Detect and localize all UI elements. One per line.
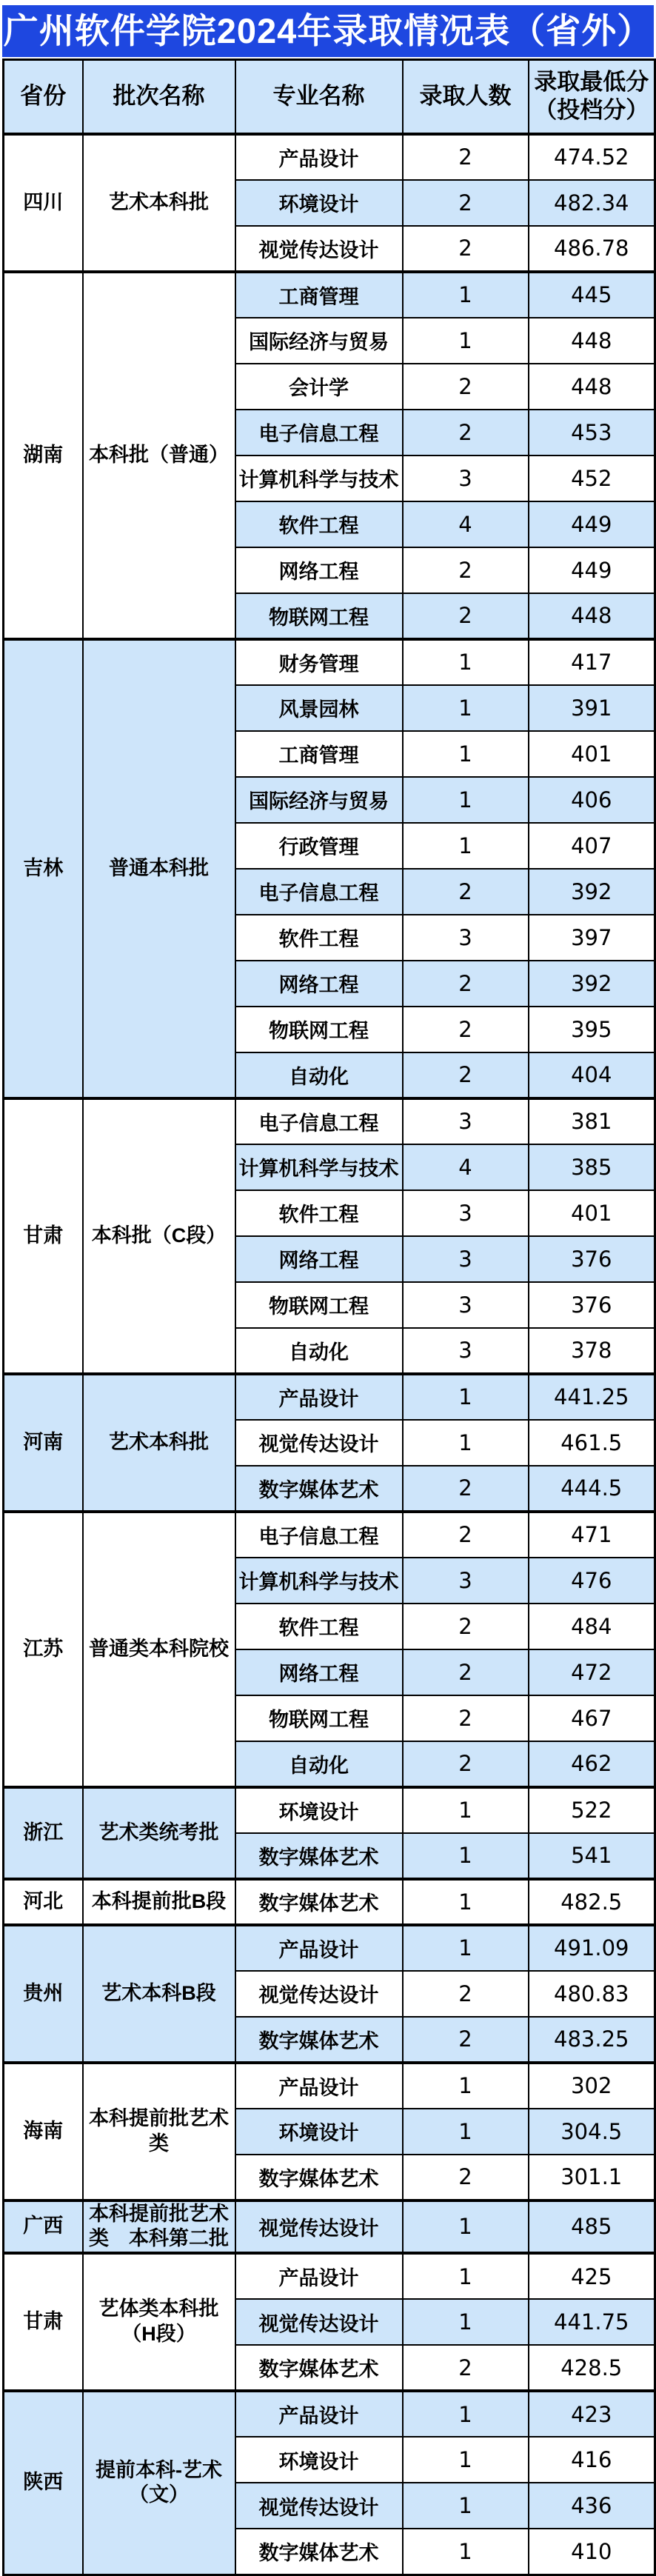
table-row: [4, 134, 655, 180]
count-cell: 4: [403, 501, 529, 547]
count-cell: 1: [403, 2109, 529, 2155]
count-cell: 1: [403, 2063, 529, 2109]
major-cell: 财务管理: [235, 639, 403, 685]
score-cell: 385: [529, 1144, 655, 1190]
count-cell: 4: [403, 1144, 529, 1190]
count-cell: 3: [403, 1190, 529, 1236]
province-cell: 甘肃: [4, 1098, 83, 1374]
major-cell: 产品设计: [235, 2391, 403, 2437]
count-cell: 3: [403, 1236, 529, 1282]
table-row: [4, 2253, 655, 2299]
major-cell: 物联网工程: [235, 1282, 403, 1328]
count-cell: 3: [403, 456, 529, 501]
score-cell: 301.1: [529, 2155, 655, 2200]
score-cell: 461.5: [529, 1420, 655, 1466]
score-cell: 448: [529, 593, 655, 639]
count-cell: 2: [403, 180, 529, 226]
table-row: [4, 2063, 655, 2109]
major-cell: 软件工程: [235, 1190, 403, 1236]
score-cell: 401: [529, 731, 655, 777]
count-cell: 1: [403, 1420, 529, 1466]
score-cell: 444.5: [529, 1466, 655, 1512]
table-row: [4, 2200, 655, 2254]
table-header: [4, 60, 655, 134]
province-cell: 广西: [4, 2200, 83, 2254]
major-cell: 产品设计: [235, 2063, 403, 2109]
count-cell: 2: [403, 547, 529, 593]
major-cell: 视觉传达设计: [235, 226, 403, 272]
major-cell: 物联网工程: [235, 1695, 403, 1741]
major-cell: 风景园林: [235, 685, 403, 731]
major-cell: 自动化: [235, 1328, 403, 1374]
header-score-line1: 录取最低分: [534, 68, 649, 95]
count-cell: 1: [403, 1374, 529, 1420]
score-cell: 417: [529, 639, 655, 685]
province-cell: 甘肃: [4, 2253, 83, 2391]
score-cell: 482.5: [529, 1879, 655, 1925]
count-cell: 1: [403, 1879, 529, 1925]
count-cell: 2: [403, 1466, 529, 1512]
score-cell: 376: [529, 1282, 655, 1328]
count-cell: 2: [403, 410, 529, 456]
header-count: 录取人数: [403, 60, 529, 134]
score-cell: 304.5: [529, 2109, 655, 2155]
count-cell: 2: [403, 2017, 529, 2063]
score-cell: 404: [529, 1052, 655, 1098]
count-cell: 2: [403, 226, 529, 272]
count-cell: 1: [403, 1925, 529, 1971]
score-cell: 449: [529, 547, 655, 593]
count-cell: 2: [403, 1512, 529, 1558]
batch-cell: 本科提前批艺术类: [83, 2063, 235, 2200]
header-row: [4, 60, 655, 134]
table-row: [4, 1512, 655, 1558]
major-cell: 软件工程: [235, 501, 403, 547]
score-cell: 467: [529, 1695, 655, 1741]
score-cell: 471: [529, 1512, 655, 1558]
province-cell: 江苏: [4, 1512, 83, 1787]
score-cell: 449: [529, 501, 655, 547]
major-cell: 数字媒体艺术: [235, 1833, 403, 1879]
score-cell: 395: [529, 1007, 655, 1052]
count-cell: 2: [403, 961, 529, 1007]
major-cell: 产品设计: [235, 134, 403, 180]
major-cell: 视觉传达设计: [235, 1420, 403, 1466]
batch-cell: 普通本科批: [83, 639, 235, 1098]
table-row: [4, 1374, 655, 1420]
province-cell: 贵州: [4, 1925, 83, 2063]
score-cell: 376: [529, 1236, 655, 1282]
count-cell: 1: [403, 2483, 529, 2529]
province-cell: 吉林: [4, 639, 83, 1098]
major-cell: 数字媒体艺术: [235, 1879, 403, 1925]
major-cell: 环境设计: [235, 1787, 403, 1833]
count-cell: 1: [403, 2253, 529, 2299]
table-row: [4, 2391, 655, 2437]
score-cell: 436: [529, 2483, 655, 2529]
header-major: 专业名称: [235, 60, 403, 134]
batch-cell: 艺术类统考批: [83, 1787, 235, 1879]
count-cell: 2: [403, 593, 529, 639]
major-cell: 自动化: [235, 1052, 403, 1098]
major-cell: 网络工程: [235, 1236, 403, 1282]
score-cell: 407: [529, 823, 655, 869]
batch-cell: 本科批（普通）: [83, 272, 235, 639]
major-cell: 国际经济与贸易: [235, 777, 403, 823]
admissions-table: [2, 59, 656, 2576]
score-cell: 392: [529, 961, 655, 1007]
count-cell: 2: [403, 364, 529, 410]
batch-cell: 本科提前批艺术类 本科第二批: [83, 2200, 235, 2254]
table-row: [4, 1925, 655, 1971]
score-cell: 484: [529, 1604, 655, 1649]
score-cell: 401: [529, 1190, 655, 1236]
score-cell: 486.78: [529, 226, 655, 272]
score-cell: 302: [529, 2063, 655, 2109]
score-cell: 378: [529, 1328, 655, 1374]
major-cell: 软件工程: [235, 1604, 403, 1649]
table-row: [4, 1787, 655, 1833]
major-cell: 视觉传达设计: [235, 1971, 403, 2017]
count-cell: 1: [403, 1787, 529, 1833]
count-cell: 2: [403, 2155, 529, 2200]
province-cell: 陕西: [4, 2391, 83, 2575]
major-cell: 数字媒体艺术: [235, 2345, 403, 2391]
count-cell: 1: [403, 272, 529, 318]
count-cell: 1: [403, 2437, 529, 2483]
score-cell: 416: [529, 2437, 655, 2483]
count-cell: 2: [403, 2345, 529, 2391]
batch-cell: 艺体类本科批（H段）: [83, 2253, 235, 2391]
major-cell: 产品设计: [235, 1925, 403, 1971]
major-cell: 会计学: [235, 364, 403, 410]
score-cell: 474.52: [529, 134, 655, 180]
major-cell: 电子信息工程: [235, 410, 403, 456]
major-cell: 数字媒体艺术: [235, 2155, 403, 2200]
score-cell: 397: [529, 915, 655, 961]
score-cell: 485: [529, 2200, 655, 2254]
major-cell: 视觉传达设计: [235, 2200, 403, 2254]
batch-cell: 本科批（C段）: [83, 1098, 235, 1374]
table-row: [4, 1098, 655, 1144]
count-cell: 3: [403, 1328, 529, 1374]
major-cell: 国际经济与贸易: [235, 318, 403, 364]
major-cell: 网络工程: [235, 961, 403, 1007]
score-cell: 448: [529, 318, 655, 364]
count-cell: 1: [403, 2529, 529, 2575]
score-cell: 483.25: [529, 2017, 655, 2063]
province-cell: 河南: [4, 1374, 83, 1512]
score-cell: 480.83: [529, 1971, 655, 2017]
major-cell: 电子信息工程: [235, 869, 403, 915]
major-cell: 工商管理: [235, 272, 403, 318]
score-cell: 381: [529, 1098, 655, 1144]
score-cell: 462: [529, 1741, 655, 1787]
header-batch: 批次名称: [83, 60, 235, 134]
count-cell: 1: [403, 731, 529, 777]
major-cell: 电子信息工程: [235, 1098, 403, 1144]
batch-cell: 艺术本科批: [83, 134, 235, 272]
count-cell: 1: [403, 777, 529, 823]
header-province: 省份: [4, 60, 83, 134]
major-cell: 数字媒体艺术: [235, 1466, 403, 1512]
major-cell: 产品设计: [235, 1374, 403, 1420]
admissions-table-body: [4, 134, 655, 2575]
major-cell: 产品设计: [235, 2253, 403, 2299]
major-cell: 工商管理: [235, 731, 403, 777]
score-cell: 423: [529, 2391, 655, 2437]
score-cell: 391: [529, 685, 655, 731]
score-cell: 410: [529, 2529, 655, 2575]
major-cell: 计算机科学与技术: [235, 1144, 403, 1190]
count-cell: 1: [403, 639, 529, 685]
major-cell: 物联网工程: [235, 593, 403, 639]
count-cell: 1: [403, 685, 529, 731]
major-cell: 计算机科学与技术: [235, 1558, 403, 1604]
count-cell: 2: [403, 134, 529, 180]
count-cell: 2: [403, 1649, 529, 1695]
batch-cell: 普通类本科院校: [83, 1512, 235, 1787]
count-cell: 2: [403, 1741, 529, 1787]
count-cell: 1: [403, 318, 529, 364]
major-cell: 计算机科学与技术: [235, 456, 403, 501]
batch-cell: 艺术本科批: [83, 1374, 235, 1512]
province-cell: 湖南: [4, 272, 83, 639]
score-cell: 476: [529, 1558, 655, 1604]
score-cell: 425: [529, 2253, 655, 2299]
count-cell: 2: [403, 869, 529, 915]
table-row: [4, 639, 655, 685]
count-cell: 1: [403, 823, 529, 869]
score-cell: 472: [529, 1649, 655, 1695]
province-cell: 海南: [4, 2063, 83, 2200]
count-cell: 3: [403, 915, 529, 961]
score-cell: 448: [529, 364, 655, 410]
major-cell: 视觉传达设计: [235, 2299, 403, 2345]
major-cell: 环境设计: [235, 2109, 403, 2155]
score-cell: 482.34: [529, 180, 655, 226]
batch-cell: 提前本科-艺术（文）: [83, 2391, 235, 2575]
score-cell: 491.09: [529, 1925, 655, 1971]
table-row: [4, 1879, 655, 1925]
major-cell: 网络工程: [235, 1649, 403, 1695]
major-cell: 环境设计: [235, 180, 403, 226]
count-cell: 3: [403, 1282, 529, 1328]
count-cell: 2: [403, 1052, 529, 1098]
batch-cell: 艺术本科B段: [83, 1925, 235, 2063]
count-cell: 3: [403, 1098, 529, 1144]
score-cell: 406: [529, 777, 655, 823]
count-cell: 2: [403, 1695, 529, 1741]
score-cell: 522: [529, 1787, 655, 1833]
major-cell: 数字媒体艺术: [235, 2529, 403, 2575]
major-cell: 电子信息工程: [235, 1512, 403, 1558]
major-cell: 行政管理: [235, 823, 403, 869]
page-title: 广州软件学院2024年录取情况表（省外）: [2, 5, 654, 57]
count-cell: 2: [403, 1971, 529, 2017]
major-cell: 环境设计: [235, 2437, 403, 2483]
major-cell: 物联网工程: [235, 1007, 403, 1052]
province-cell: 浙江: [4, 1787, 83, 1879]
province-cell: 河北: [4, 1879, 83, 1925]
count-cell: 2: [403, 1007, 529, 1052]
score-cell: 441.25: [529, 1374, 655, 1420]
batch-cell: 本科提前批B段: [83, 1879, 235, 1925]
major-cell: 网络工程: [235, 547, 403, 593]
major-cell: 自动化: [235, 1741, 403, 1787]
count-cell: 2: [403, 1604, 529, 1649]
score-cell: 392: [529, 869, 655, 915]
count-cell: 1: [403, 1833, 529, 1879]
major-cell: 数字媒体艺术: [235, 2017, 403, 2063]
count-cell: 1: [403, 2391, 529, 2437]
score-cell: 428.5: [529, 2345, 655, 2391]
major-cell: 视觉传达设计: [235, 2483, 403, 2529]
score-cell: 452: [529, 456, 655, 501]
table-row: [4, 272, 655, 318]
count-cell: 1: [403, 2200, 529, 2254]
major-cell: 软件工程: [235, 915, 403, 961]
count-cell: 3: [403, 1558, 529, 1604]
score-cell: 445: [529, 272, 655, 318]
count-cell: 1: [403, 2299, 529, 2345]
province-cell: 四川: [4, 134, 83, 272]
score-cell: 541: [529, 1833, 655, 1879]
header-score: [529, 60, 655, 134]
score-cell: 453: [529, 410, 655, 456]
header-score-line2: （投档分）: [534, 97, 649, 124]
score-cell: 441.75: [529, 2299, 655, 2345]
